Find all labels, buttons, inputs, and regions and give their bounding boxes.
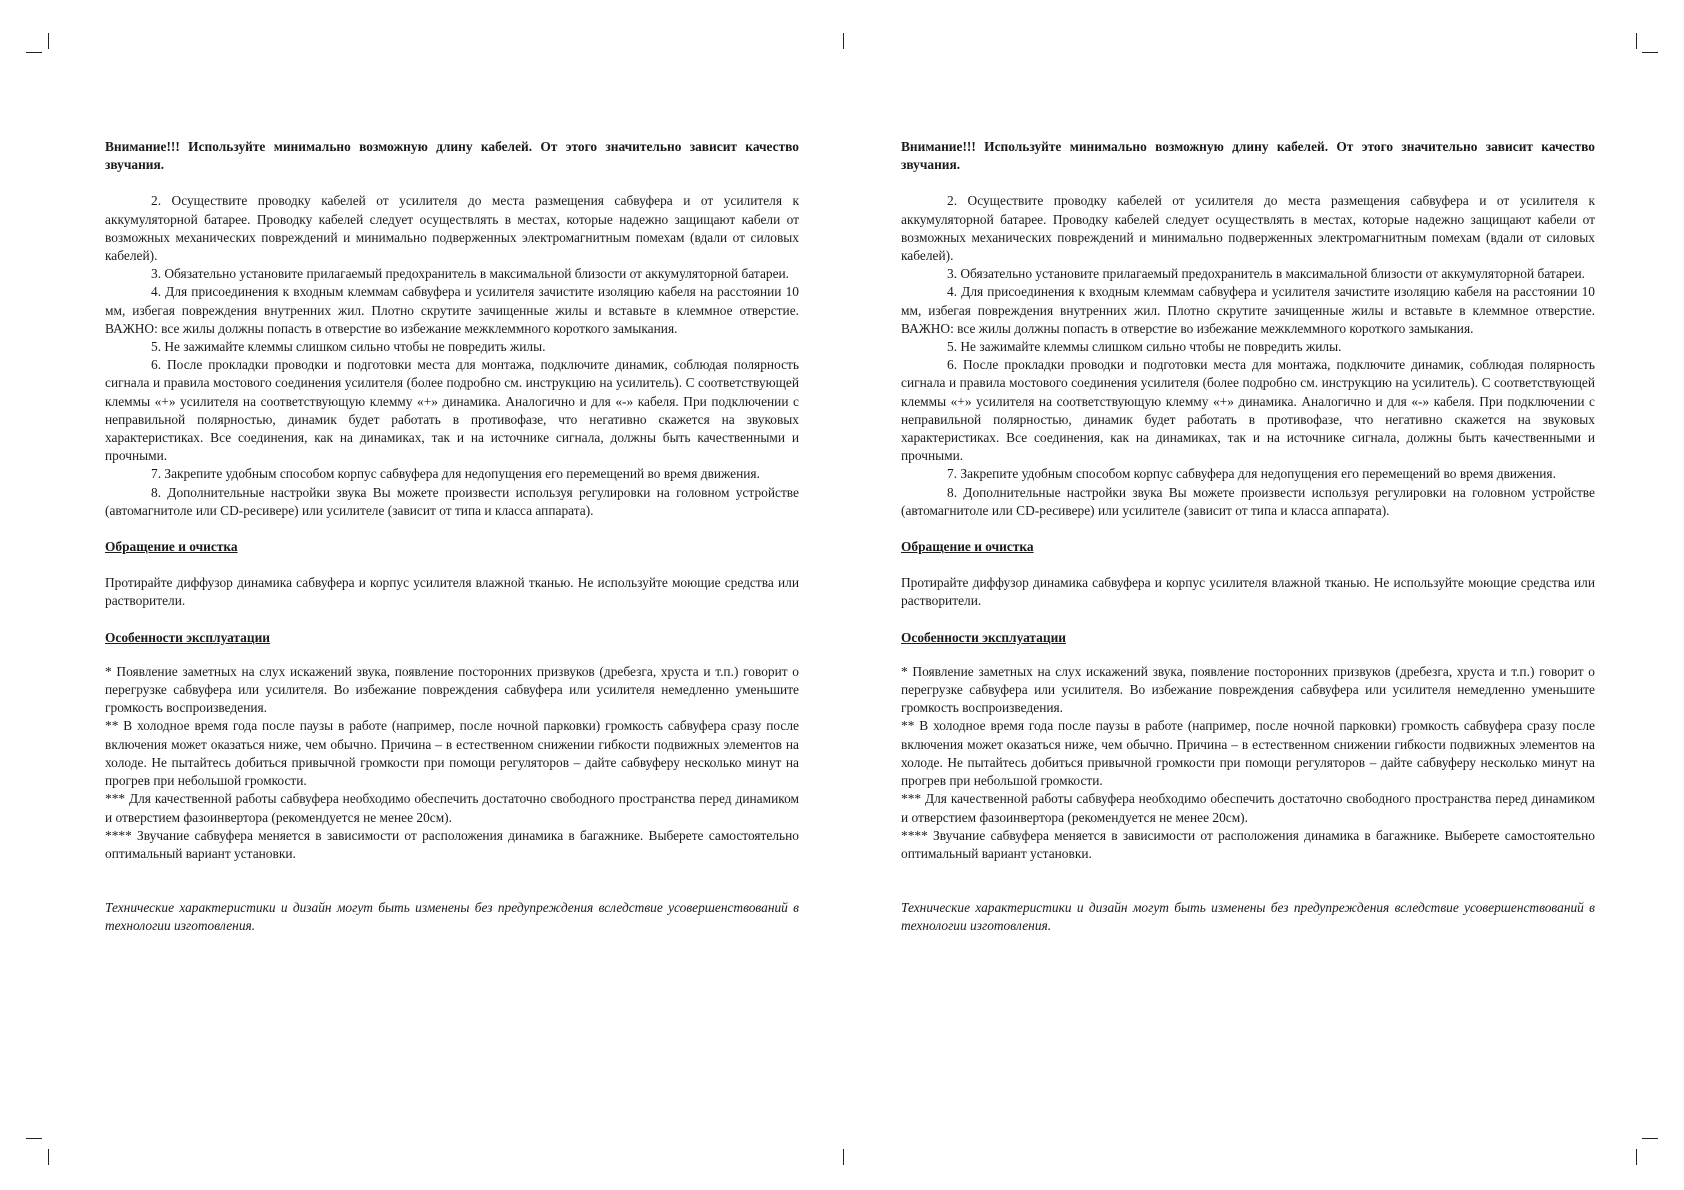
crop-mark: [1636, 1149, 1637, 1165]
step-item: 2. Осуществите проводку кабелей от усилителя до места размещения сабвуфера и от усилителя к аккумуляторной батарее. Проводку кабелей следует осуществлять в местах, которые надежно защищают кабели от возможных механических повреждений и минимально подверженных электромагнитным помехам (вдали от силовых кабелей).: [901, 193, 1595, 264]
section-heading-care: Обращение и очистка: [901, 539, 1034, 555]
footer-disclaimer: Технические характеристики и дизайн могут быть изменены без предупреждения вследствие усовершенствований в технологии изготовления.: [901, 900, 1595, 934]
step-item: 8. Дополнительные настройки звука Вы можете произвести используя регулировки на головном устройстве (автомагнитоле или CD-ресивере) или усилителе (зависит от типа и класса аппарата).: [901, 484, 1595, 518]
footer-disclaimer: Технические характеристики и дизайн могут быть изменены без предупреждения вследствие усовершенствований в технологии изготовления.: [105, 900, 799, 934]
note-item: ** В холодное время года после паузы в работе (например, после ночной парковки) громкость сабвуфера сразу после включения может оказаться ниже, чем обычно. Причина – в естественном снижении гибкости подвижных элементов на холоде. Не пытайтесь добиться привычной громкости при помощи регуляторов – дайте сабвуферу несколько минут на прогрев при небольшой громкости.: [901, 718, 1595, 789]
note-item: *** Для качественной работы сабвуфера необходимо обеспечить достаточно свободного пространства перед динамиком и отверстием фазоинвертора (рекомендуется не менее 20см).: [105, 791, 799, 825]
step-item: 3. Обязательно установите прилагаемый предохранитель в максимальной близости от аккумуляторной батареи.: [151, 266, 790, 282]
crop-mark: [1636, 33, 1637, 49]
crop-mark: [26, 1138, 42, 1139]
crop-mark: [843, 1149, 844, 1165]
step-item: 7. Закрепите удобным способом корпус сабвуфера для недопущения его перемещений во время движения.: [947, 466, 1556, 482]
crop-mark: [1642, 52, 1658, 53]
page-left: [105, 138, 799, 936]
note-item: **** Звучание сабвуфера меняется в зависимости от расположения динамика в багажнике. Выберете самостоятельно оптимальный вариант установки.: [901, 827, 1595, 861]
care-text: Протирайте диффузор динамика сабвуфера и корпус усилителя влажной тканью. Не используйте моющие средства или растворители.: [901, 575, 1595, 609]
warning-text: Внимание!!! Используйте минимально возможную длину кабелей. От этого значительно зависит качество звучания.: [105, 139, 799, 173]
note-item: * Появление заметных на слух искажений звука, появление посторонних призвуков (дребезга, хруста и т.п.) говорит о перегрузке сабвуфера или усилителя. Во избежание повреждения сабвуфера или усилителя немедленно уменьшите громкость воспроизведения.: [901, 663, 1595, 716]
note-item: **** Звучание сабвуфера меняется в зависимости от расположения динамика в багажнике. Выберете самостоятельно оптимальный вариант установки.: [105, 827, 799, 861]
crop-mark: [48, 1149, 49, 1165]
warning-text: Внимание!!! Используйте минимально возможную длину кабелей. От этого значительно зависит качество звучания.: [901, 139, 1595, 173]
step-item: 7. Закрепите удобным способом корпус сабвуфера для недопущения его перемещений во время движения.: [151, 466, 760, 482]
crop-mark: [48, 33, 49, 49]
care-text: Протирайте диффузор динамика сабвуфера и корпус усилителя влажной тканью. Не используйте моющие средства или растворители.: [105, 575, 799, 609]
step-item: 6. После прокладки проводки и подготовки места для монтажа, подключите динамик, соблюдая полярность сигнала и правила мостового соединения усилителя (более подробно см. инструкцию на усилитель). С соответствующей клеммы «+» усилителя на соответствующую клемму «+» динамика. Аналогично и для «-» кабеля. При подключении с неправильной полярностью, динамик будет работать в противофазе, что негативно скажется на звуковых характеристиках. Все соединения, как на динамиках, так и на источнике сигнала, должны быть качественными и прочными.: [901, 357, 1595, 464]
note-item: ** В холодное время года после паузы в работе (например, после ночной парковки) громкость сабвуфера сразу после включения может оказаться ниже, чем обычно. Причина – в естественном снижении гибкости подвижных элементов на холоде. Не пытайтесь добиться привычной громкости при помощи регуляторов – дайте сабвуферу несколько минут на прогрев при небольшой громкости.: [105, 718, 799, 789]
step-item: 4. Для присоединения к входным клеммам сабвуфера и усилителя зачистите изоляцию кабеля на расстоянии 10 мм, избегая повреждения внутренних жил. Плотно скрутите зачищенные жилы и вставьте в клеммное отверстие. ВАЖНО: все жилы должны попасть в отверстие во избежание межклеммного короткого замыкания.: [901, 284, 1595, 336]
section-heading-usage: Особенности эксплуатации: [105, 629, 271, 645]
note-item: * Появление заметных на слух искажений звука, появление посторонних призвуков (дребезга, хруста и т.п.) говорит о перегрузке сабвуфера или усилителя. Во избежание повреждения сабвуфера или усилителя немедленно уменьшите громкость воспроизведения.: [105, 663, 799, 716]
step-item: 4. Для присоединения к входным клеммам сабвуфера и усилителя зачистите изоляцию кабеля на расстоянии 10 мм, избегая повреждения внутренних жил. Плотно скрутите зачищенные жилы и вставьте в клеммное отверстие. ВАЖНО: все жилы должны попасть в отверстие во избежание межклеммного короткого замыкания.: [105, 284, 799, 336]
section-heading-care: Обращение и очистка: [105, 539, 238, 555]
crop-mark: [1642, 1138, 1658, 1139]
crop-mark: [26, 52, 42, 53]
step-item: 8. Дополнительные настройки звука Вы можете произвести используя регулировки на головном устройстве (автомагнитоле или CD-ресивере) или усилителе (зависит от типа и класса аппарата).: [105, 484, 799, 518]
step-item: 5. Не зажимайте клеммы слишком сильно чтобы не повредить жилы.: [151, 339, 546, 355]
section-heading-usage: Особенности эксплуатации: [901, 629, 1067, 645]
page-right: [901, 138, 1595, 936]
step-item: 6. После прокладки проводки и подготовки места для монтажа, подключите динамик, соблюдая полярность сигнала и правила мостового соединения усилителя (более подробно см. инструкцию на усилитель). С соответствующей клеммы «+» усилителя на соответствующую клемму «+» динамика. Аналогично и для «-» кабеля. При подключении с неправильной полярностью, динамик будет работать в противофазе, что негативно скажется на звуковых характеристиках. Все соединения, как на динамиках, так и на источнике сигнала, должны быть качественными и прочными.: [105, 357, 799, 464]
step-item: 2. Осуществите проводку кабелей от усилителя до места размещения сабвуфера и от усилителя к аккумуляторной батарее. Проводку кабелей следует осуществлять в местах, которые надежно защищают кабели от возможных механических повреждений и минимально подверженных электромагнитным помехам (вдали от силовых кабелей).: [105, 193, 799, 264]
crop-mark: [843, 33, 844, 49]
step-item: 3. Обязательно установите прилагаемый предохранитель в максимальной близости от аккумуляторной батареи.: [947, 266, 1586, 282]
step-item: 5. Не зажимайте клеммы слишком сильно чтобы не повредить жилы.: [947, 339, 1342, 355]
note-item: *** Для качественной работы сабвуфера необходимо обеспечить достаточно свободного пространства перед динамиком и отверстием фазоинвертора (рекомендуется не менее 20см).: [901, 791, 1595, 825]
